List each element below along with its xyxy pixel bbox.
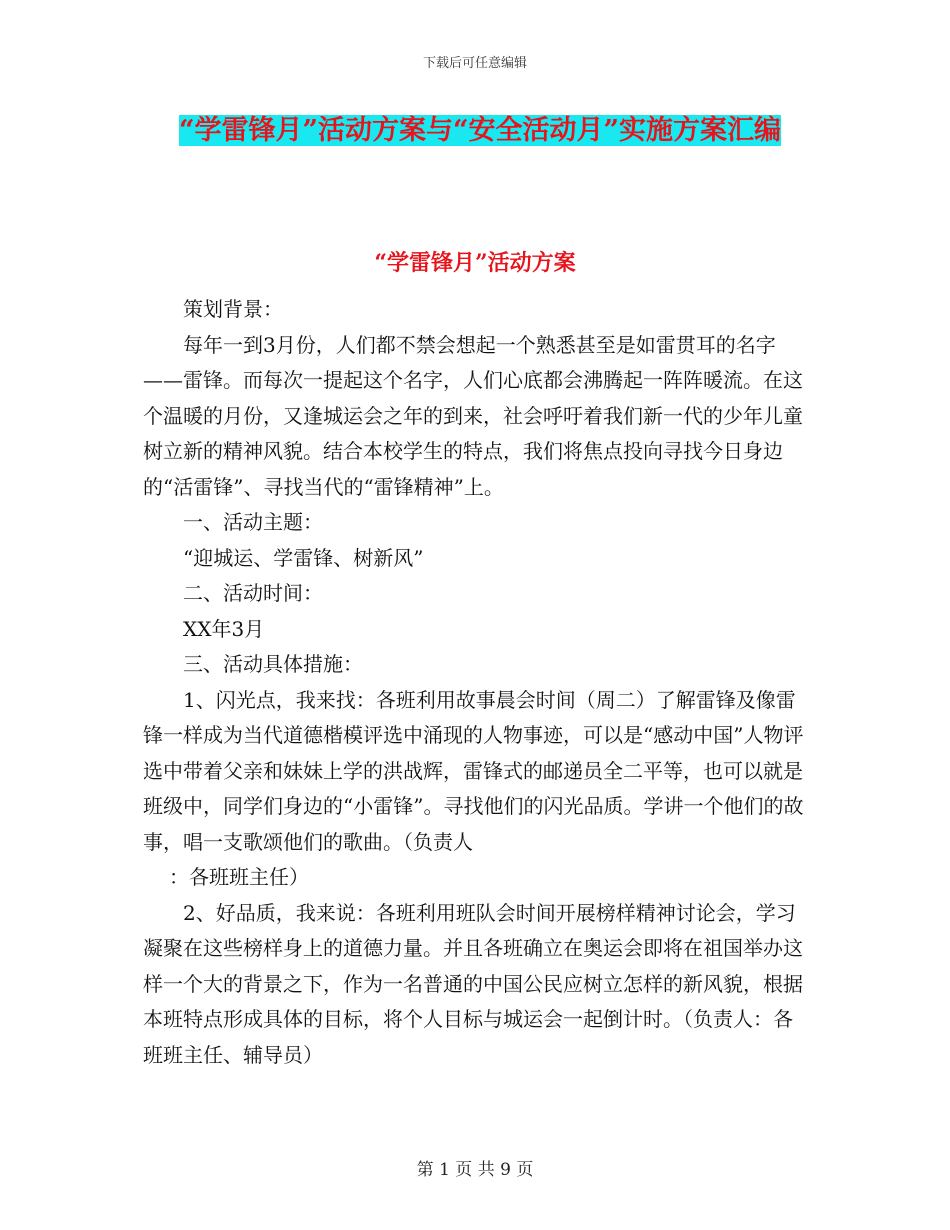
section-title: “学雷锋月”活动方案 — [374, 250, 576, 276]
paragraph-time: XX年3月 — [183, 616, 265, 641]
paragraph-background: 每年一到3月份，人们都不禁会想起一个熟悉甚至是如雷贯耳的名字——雷锋。而每次一提起这个名字，人们心底都会沸腾起一阵阵暖流。在这个温暖的月份，又逢城运会之年的到来，社会呼吁着我们新一代的少年儿童树立新的精神风貌。结合本校学生的特点，我们将焦点投向寻找今日身边的“活雷锋”、寻找当代的“雷锋精神”上。 — [143, 332, 803, 499]
heading-time: 二、活动时间： — [183, 581, 323, 605]
paragraph-theme: “迎城运、学雷锋、树新风” — [183, 545, 424, 570]
document-title — [140, 108, 820, 154]
heading-measures: 三、活动具体措施： — [183, 652, 363, 676]
paragraph-measure-2: 2、好品质，我来说：各班利用班队会时间开展榜样精神讨论会，学习凝聚在这些榜样身上的道德力量。并且各班确立在奥运会即将在祖国举办这样一个大的背景之下，作为一名普通的中国公民应树立怎样的新风貌，根据本班特点形成具体的目标，将个人目标与城运会一起倒计时。（负责人：各班班主任、辅导员） — [143, 900, 803, 1067]
page-header: 下载后可任意编辑 — [422, 56, 527, 71]
paragraph-measure-1: 1、闪光点，我来找：各班利用故事晨会时间（周二）了解雷锋及像雷锋一样成为当代道德楷模评选中涌现的人物事迹，可以是“感动中国”人物评选中带着父亲和妹妹上学的洪战辉，雷锋式的邮递员全二平等，也可以就是班级中，同学们身边的“小雷锋”。寻找他们的闪光品质。学讲一个他们的故事，唱一支歌颂他们的歌曲。（负责人 — [143, 687, 804, 854]
document-title-text: “学雷锋月”活动方案与“安全活动月”实施方案汇编 — [178, 115, 782, 146]
heading-theme: 一、活动主题： — [183, 510, 323, 534]
document-body — [143, 292, 807, 1073]
paragraph-background-label: 策划背景： — [183, 297, 283, 321]
paragraph-measure-1-owner: ：各班班主任） — [169, 865, 309, 889]
page-number-footer: 第 1 页 共 9 页 — [416, 1160, 534, 1180]
